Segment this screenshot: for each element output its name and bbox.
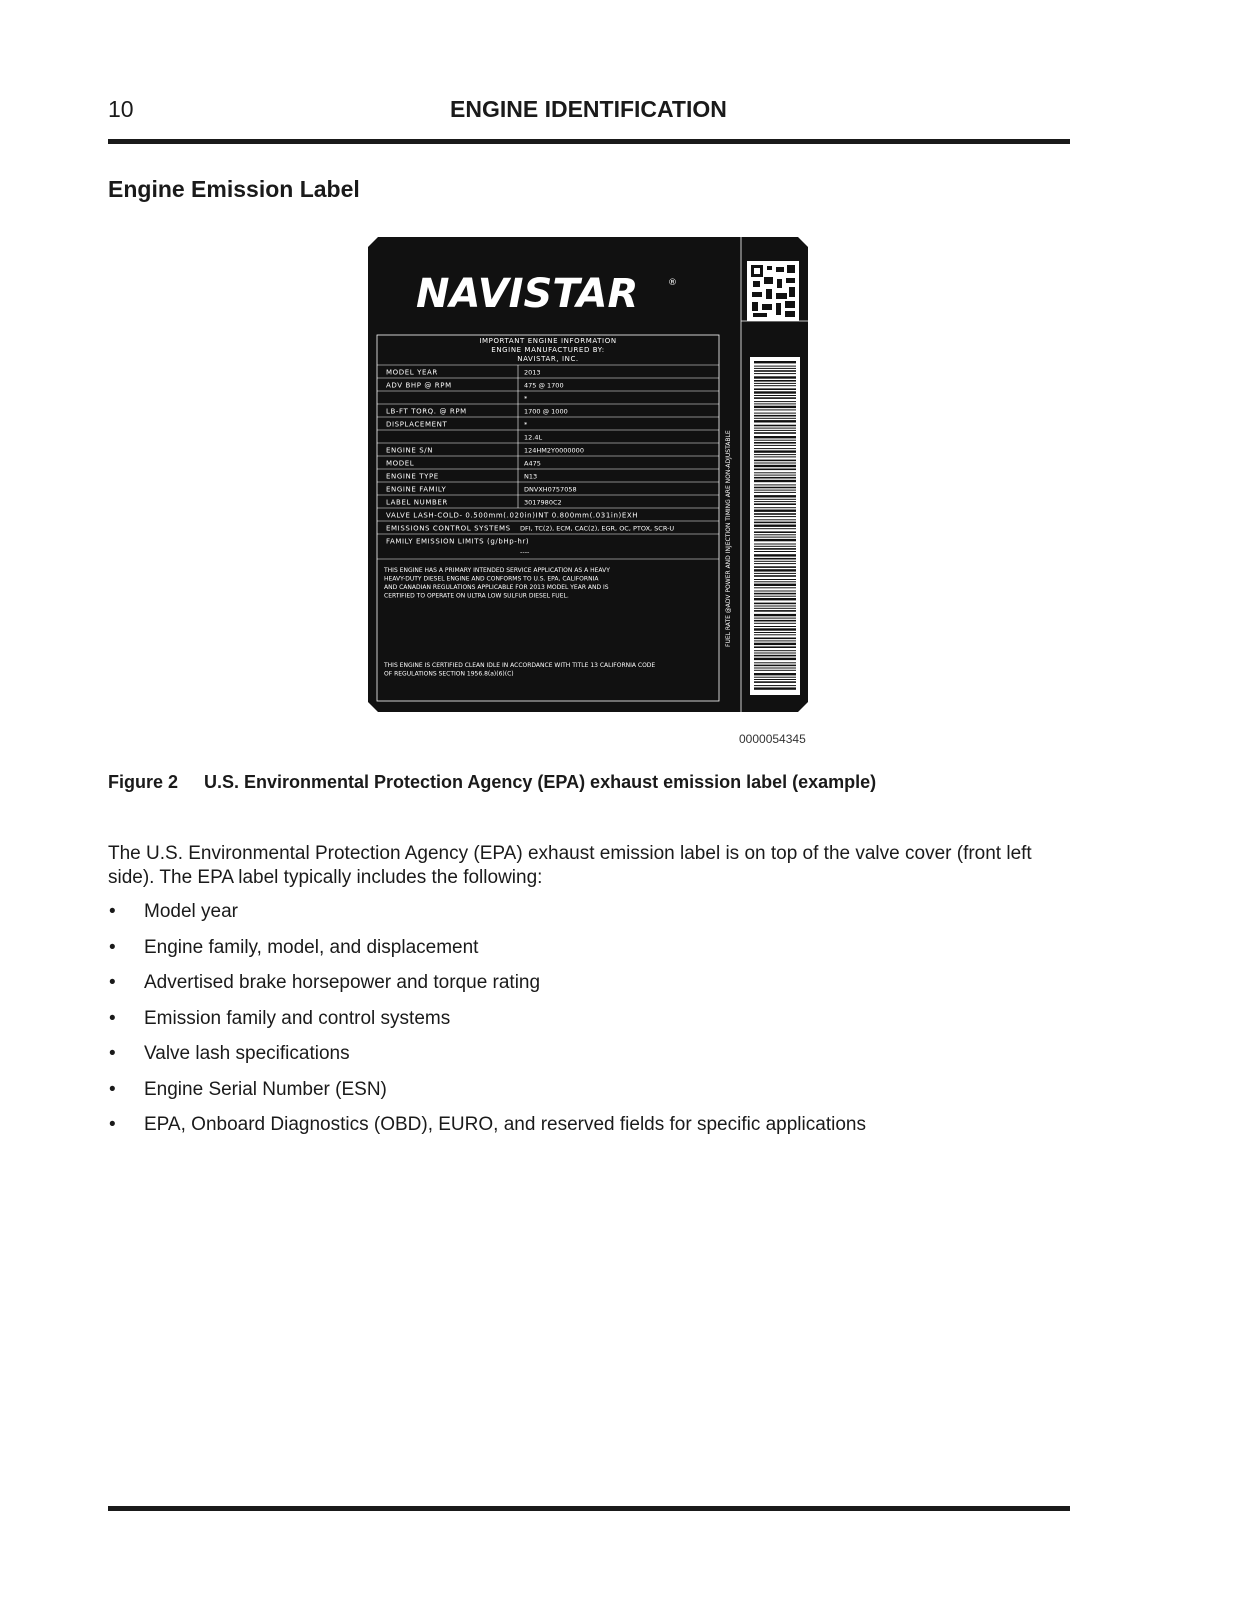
list-item xyxy=(108,1113,866,1149)
label-field-name: MODEL xyxy=(386,459,415,468)
bullet-icon: • xyxy=(109,1078,116,1100)
label-heading-2: ENGINE MANUFACTURED BY: xyxy=(491,346,605,354)
label-statement-line: HEAVY-DUTY DIESEL ENGINE AND CONFORMS TO U.S. EPA, CALIFORNIA xyxy=(384,575,599,583)
barcode-icon xyxy=(750,357,800,695)
label-field-value: 475 @ 1700 xyxy=(524,381,564,390)
label-emissions-control-value: DFI, TC(2), ECM, CAC(2), EGR, OC, PTOX, SCR-U xyxy=(520,524,675,533)
label-statement-line: THIS ENGINE HAS A PRIMARY INTENDED SERVICE APPLICATION AS A HEAVY xyxy=(384,567,610,574)
running-head: ENGINE IDENTIFICATION xyxy=(450,96,727,122)
label-field-name: ENGINE FAMILY xyxy=(386,485,447,494)
label-field-value: DNVXH0757058 xyxy=(524,485,577,494)
label-field-name: DISPLACEMENT xyxy=(386,420,448,429)
label-emissions-control-name: EMISSIONS CONTROL SYSTEMS xyxy=(386,524,511,533)
label-field-value: * xyxy=(524,394,528,403)
bullet-icon: • xyxy=(109,1007,116,1029)
label-family-limits-value: ---- xyxy=(520,548,530,556)
label-field-value: * xyxy=(524,420,528,429)
list-item-text: Valve lash specifications xyxy=(144,1043,350,1064)
label-field-name: ENGINE S/N xyxy=(386,446,434,455)
header-rule xyxy=(108,139,1070,144)
figure-caption-text: U.S. Environmental Protection Agency (EPA) exhaust emission label (example) xyxy=(204,772,877,792)
emission-label-image xyxy=(368,237,808,712)
bullet-icon: • xyxy=(109,1114,116,1135)
label-field-value: 2013 xyxy=(524,368,541,377)
list-item xyxy=(108,971,866,1007)
list-item xyxy=(108,1078,866,1114)
qr-code-icon xyxy=(747,261,799,321)
figure-number: Figure 2 xyxy=(108,772,179,792)
label-registered-mark: ® xyxy=(668,278,677,288)
bullet-icon: • xyxy=(109,972,116,993)
label-field-value: 1700 @ 1000 xyxy=(524,407,568,416)
list-item-text: Engine family, model, and displacement xyxy=(144,936,479,958)
label-family-limits: FAMILY EMISSION LIMITS (g/bHp-hr) xyxy=(386,537,530,546)
list-item-text: EPA, Onboard Diagnostics (OBD), EURO, and reserved fields for specific applications xyxy=(144,1114,866,1135)
footer-rule xyxy=(108,1506,1070,1511)
list-item xyxy=(108,900,866,936)
bullet-icon: • xyxy=(109,901,116,922)
label-field-name: MODEL YEAR xyxy=(386,368,438,377)
label-field-value: 12.4L xyxy=(524,433,543,442)
label-field-value: 3017980C2 xyxy=(524,498,562,507)
bullet-icon: • xyxy=(109,936,116,958)
body-paragraph: The U.S. Environmental Protection Agency (EPA) exhaust emission label is on top of the valve cover (front left side). The EPA label typically includes the following: xyxy=(108,843,1032,888)
label-clean-idle-line: THIS ENGINE IS CERTIFIED CLEAN IDLE IN ACCORDANCE WITH TITLE 13 CALIFORNIA CODE xyxy=(384,662,656,669)
bullet-icon: • xyxy=(109,1043,116,1064)
label-statement-line: CERTIFIED TO OPERATE ON ULTRA LOW SULFUR DIESEL FUEL. xyxy=(384,592,569,600)
section-title: Engine Emission Label xyxy=(108,176,360,202)
list-item-text: Engine Serial Number (ESN) xyxy=(144,1078,387,1100)
label-field-name: LB-FT TORQ. @ RPM xyxy=(386,407,467,416)
emission-label-figure xyxy=(368,237,808,712)
list-item-text: Advertised brake horsepower and torque rating xyxy=(144,972,541,993)
figure-id: 0000054345 xyxy=(739,732,806,746)
list-item-text: Model year xyxy=(144,901,238,922)
feature-list xyxy=(108,900,866,1149)
page-number: 10 xyxy=(108,96,134,122)
list-item xyxy=(108,936,866,972)
label-brand: NAVISTAR xyxy=(416,271,639,317)
label-heading-1: IMPORTANT ENGINE INFORMATION xyxy=(479,337,617,345)
list-item-text: Emission family and control systems xyxy=(144,1007,451,1029)
list-item xyxy=(108,1007,866,1043)
figure-caption xyxy=(108,772,876,793)
label-statement-line: AND CANADIAN REGULATIONS APPLICABLE FOR 2013 MODEL YEAR AND IS xyxy=(384,584,609,591)
label-side-text: FUEL RATE @ADV POWER AND INJECTION TIMING ARE NON-ADJUSTABLE xyxy=(725,430,732,647)
label-field-value: A475 xyxy=(524,459,541,468)
label-field-name: ENGINE TYPE xyxy=(386,472,439,481)
label-field-value: 124HM2Y0000000 xyxy=(524,446,584,455)
label-field-value: N13 xyxy=(524,472,538,481)
label-field-name: LABEL NUMBER xyxy=(386,498,448,507)
label-valve-lash: VALVE LASH-COLD- 0.500mm(.020in)INT 0.800mm(.031in)EXH xyxy=(386,511,639,520)
list-item xyxy=(108,1042,866,1078)
label-clean-idle-line: OF REGULATIONS SECTION 1956.8(a)(6)(C) xyxy=(384,670,514,678)
label-field-name: ADV BHP @ RPM xyxy=(386,381,452,390)
label-heading-3: NAVISTAR, INC. xyxy=(517,355,579,363)
